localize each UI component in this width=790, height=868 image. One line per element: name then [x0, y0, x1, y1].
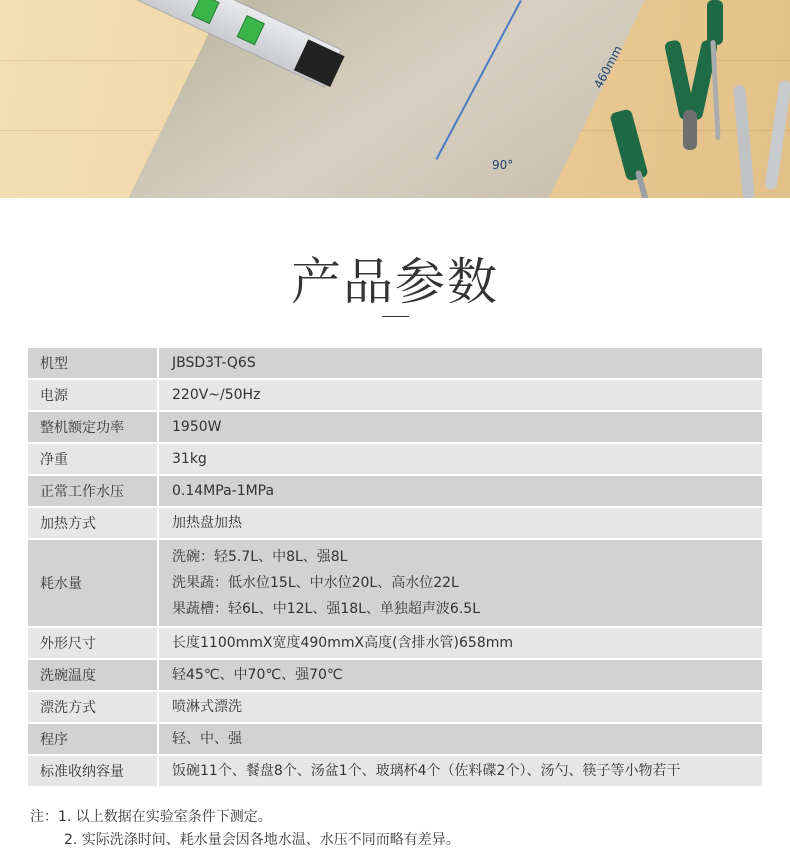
spec-value-line: JBSD3T-Q6S [172, 355, 256, 371]
spec-value [159, 508, 762, 538]
spec-row [28, 508, 762, 538]
spec-value [159, 724, 762, 754]
spec-label: 净重 [28, 444, 157, 474]
angle-label: 90° [492, 158, 514, 172]
spec-row [28, 628, 762, 658]
spec-value [159, 660, 762, 690]
spec-value [159, 412, 762, 442]
spec-value-line: 喷淋式漂洗 [172, 699, 242, 715]
spec-row [28, 380, 762, 410]
pliers-jaw [683, 110, 697, 150]
screwdriver-shaft [710, 40, 720, 140]
wrench [764, 80, 790, 191]
spec-label: 外形尺寸 [28, 628, 157, 658]
spec-row [28, 724, 762, 754]
spec-row [28, 348, 762, 378]
note-item: 1. 以上数据在实验室条件下测定。 [58, 809, 272, 825]
spec-row [28, 412, 762, 442]
spec-value [159, 628, 762, 658]
spec-value-line: 加热盘加热 [172, 515, 242, 531]
dimension-label: 460mm [591, 43, 626, 91]
spec-label: 漂洗方式 [28, 692, 157, 722]
spec-value-line: 长度1100mmX宽度490mmX高度(含排水管)658mm [172, 635, 514, 651]
spec-label: 标准收纳容量 [28, 756, 157, 786]
spec-label: 加热方式 [28, 508, 157, 538]
spec-value [159, 756, 762, 786]
spec-value-line: 饭碗11个、餐盘8个、汤盆1个、玻璃杯4个（佐料碟2个）、汤勺、筷子等小物若干 [172, 763, 681, 779]
spec-label: 整机额定功率 [28, 412, 157, 442]
spec-value [159, 476, 762, 506]
spec-value [159, 380, 762, 410]
spec-label: 洗碗温度 [28, 660, 157, 690]
spec-value-line: 洗碗：轻5.7L、中8L、强8L [172, 549, 348, 565]
spec-value-line: 洗果蔬：低水位15L、中水位20L、高水位22L [172, 575, 459, 591]
wrench [733, 85, 755, 198]
spec-row [28, 660, 762, 690]
screwdriver-handle [609, 108, 648, 181]
spec-value-line: 果蔬槽：轻6L、中12L、强18L、单独超声波6.5L [172, 601, 480, 617]
spec-value-line: 轻、中、强 [172, 731, 242, 747]
section-title: 产品参数 [291, 253, 499, 311]
note-line [30, 829, 460, 852]
spec-value-line: 轻45℃、中70℃、强70℃ [172, 667, 343, 683]
spec-value-line: 220V~/50Hz [172, 387, 261, 403]
spec-table [28, 348, 762, 788]
note-item: 2. 实际洗涤时间、耗水量会因各地水温、水压不同而略有差异。 [64, 832, 460, 848]
spec-row [28, 444, 762, 474]
spec-row [28, 540, 762, 626]
spec-value [159, 692, 762, 722]
title-underline [382, 316, 409, 317]
spec-value [159, 444, 762, 474]
spec-value [159, 348, 762, 378]
spec-label: 正常工作水压 [28, 476, 157, 506]
level-vial [237, 15, 265, 45]
hero-image [0, 0, 790, 198]
note-line [30, 806, 460, 829]
note-prefix: 注： [30, 809, 58, 825]
spec-label: 电源 [28, 380, 157, 410]
spec-value [159, 540, 762, 626]
spec-label: 耗水量 [28, 540, 157, 626]
spec-label: 程序 [28, 724, 157, 754]
spec-label: 机型 [28, 348, 157, 378]
screwdriver-handle [707, 0, 723, 45]
level-vial [191, 0, 219, 24]
spec-value-line: 31kg [172, 451, 207, 467]
notes [30, 806, 460, 852]
spec-value-line: 0.14MPa-1MPa [172, 483, 275, 499]
sink-mat-photo [108, 0, 650, 198]
spec-value-line: 1950W [172, 419, 222, 435]
spec-row [28, 692, 762, 722]
spec-row [28, 476, 762, 506]
spec-row [28, 756, 762, 786]
